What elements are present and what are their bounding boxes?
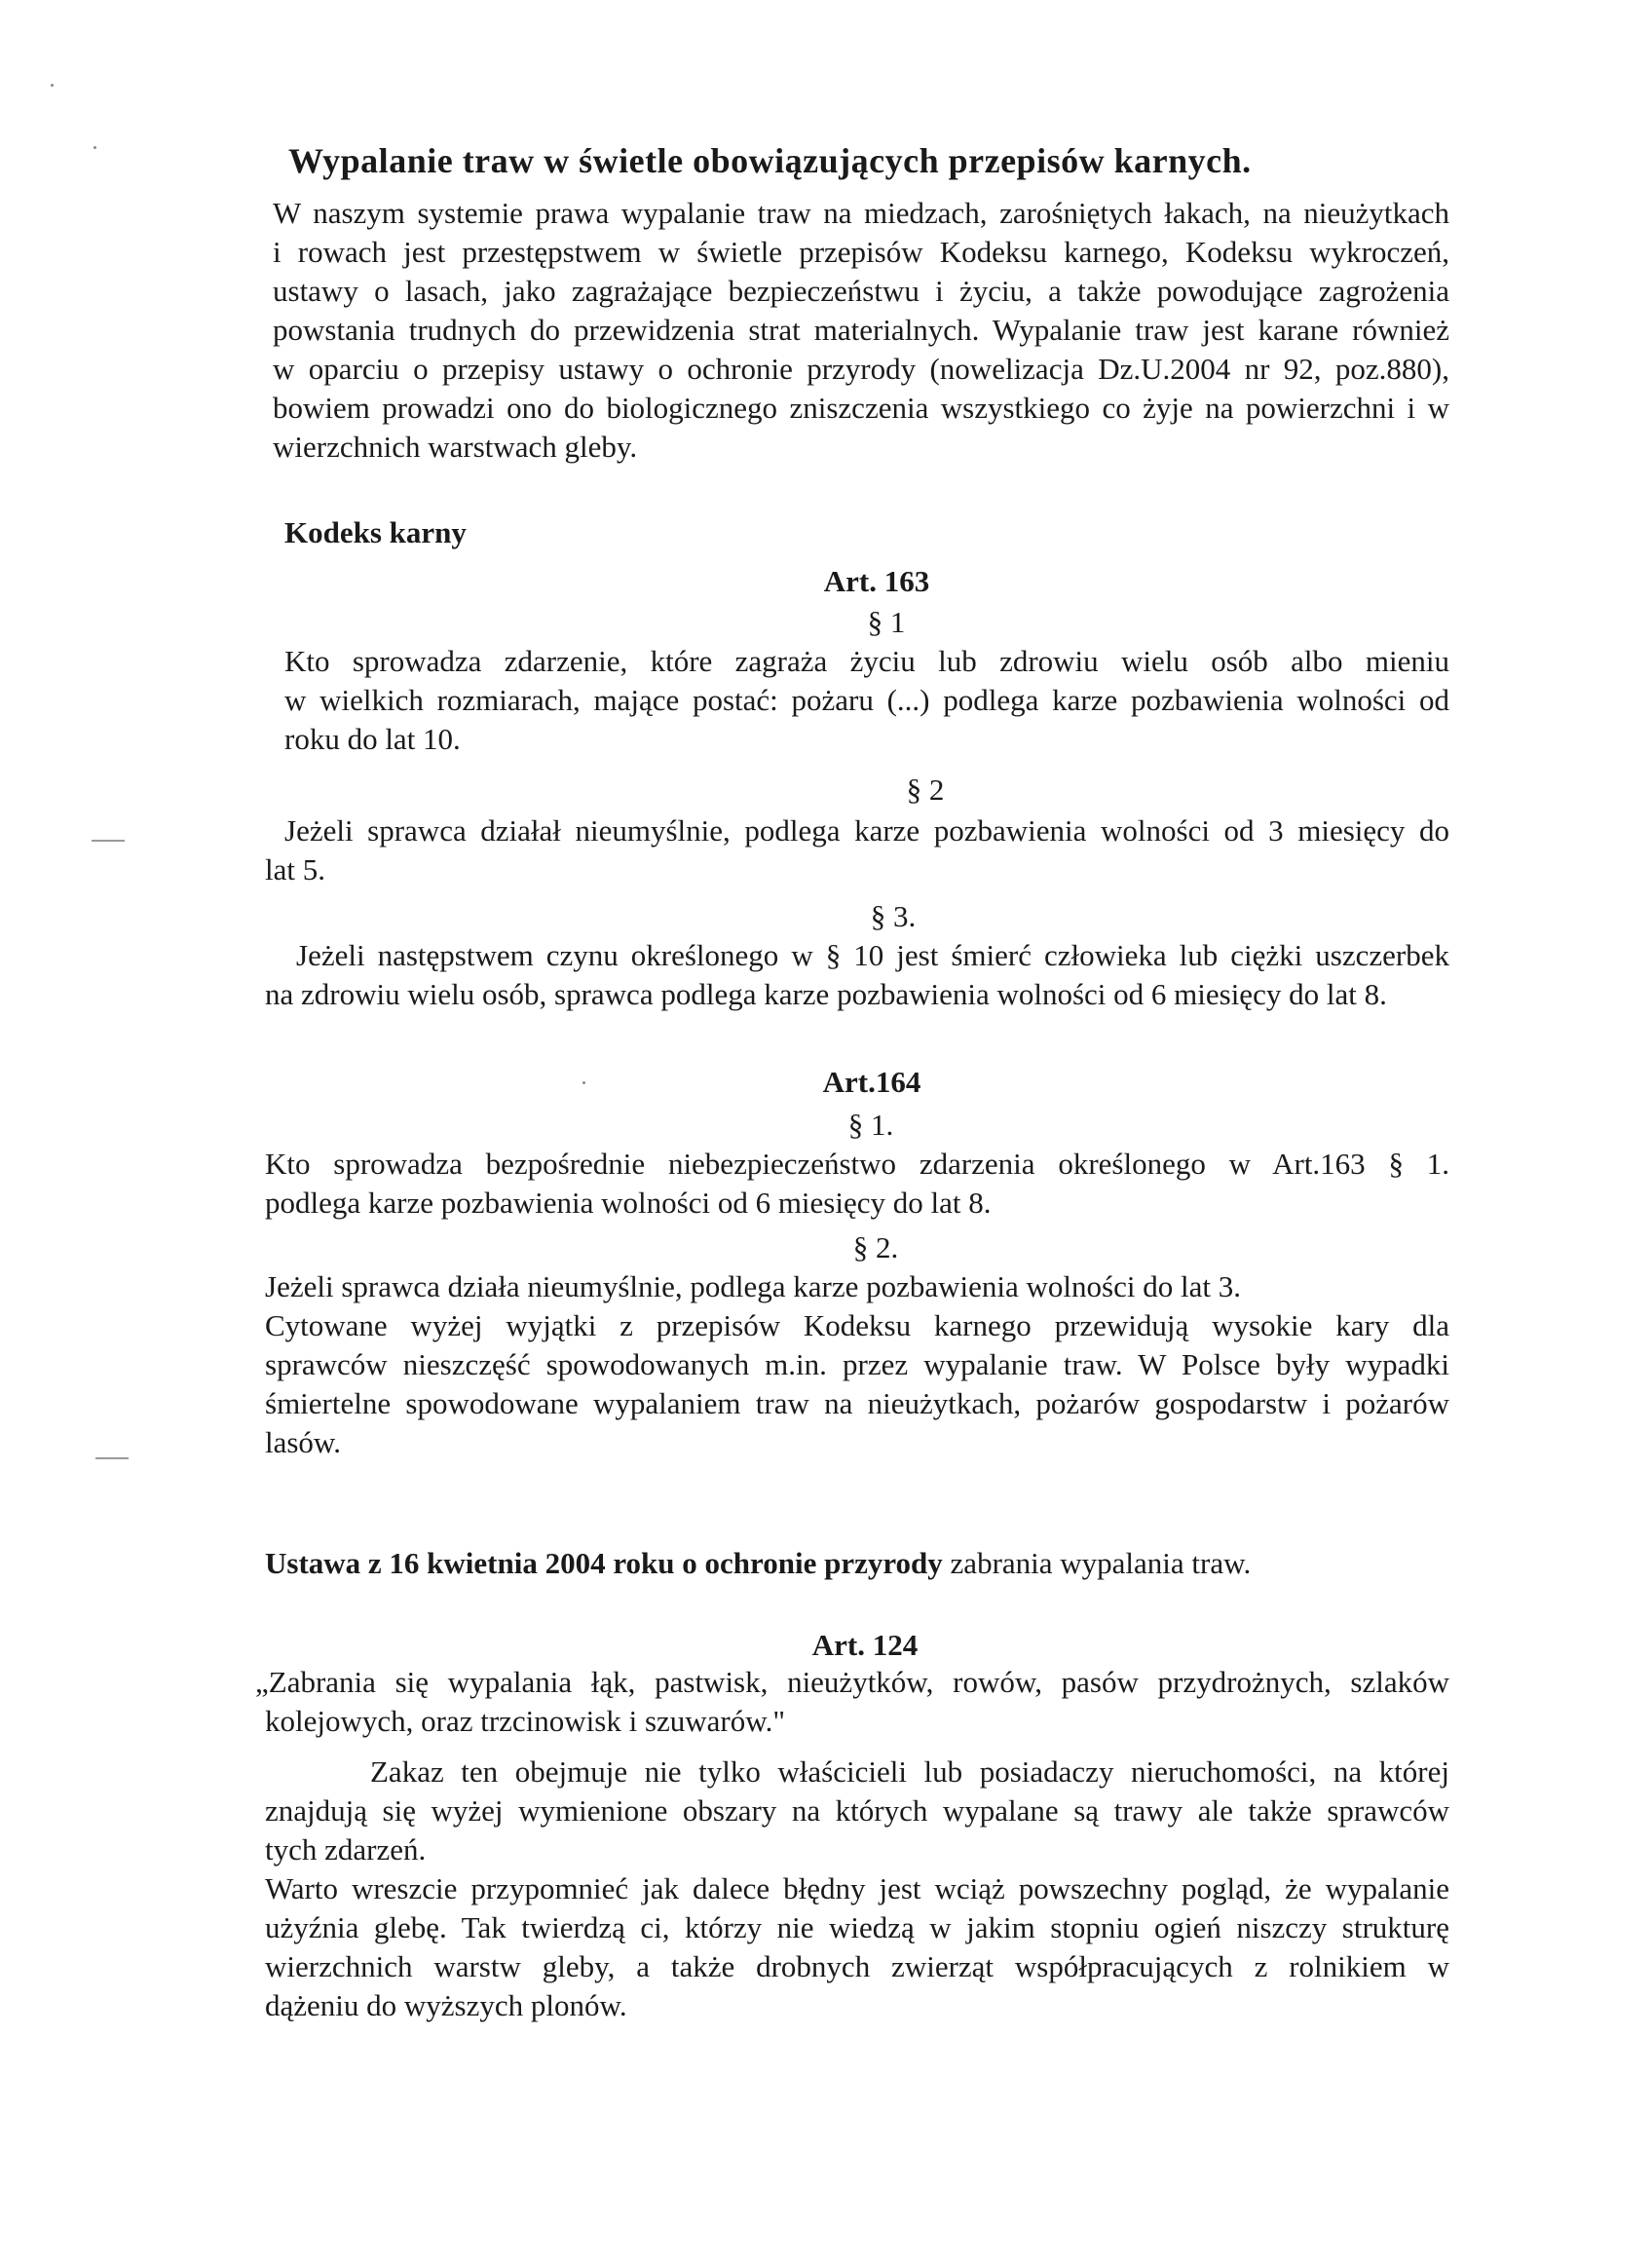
summary-line: śmiertelne spowodowane wypalaniem traw na nieużytkach, pożarów gospodarstw i pożarów bbox=[265, 1386, 1449, 1420]
intro-line: powstania trudnych do przewidzenia strat materialnych. Wypalanie traw jest karane również bbox=[273, 313, 1449, 347]
paragraph-line: Jeżeli sprawca działa nieumyślnie, podlega karze pozbawienia wolności do lat 3. bbox=[265, 1269, 1241, 1303]
ustawa-rest: zabrania wypalania traw. bbox=[942, 1546, 1252, 1580]
summary-line: Cytowane wyżej wyjątki z przepisów Kodeksu karnego przewidują wysokie kary dla bbox=[265, 1308, 1449, 1342]
paragraph-label: § 1. bbox=[847, 1108, 894, 1142]
paragraph-label: § 2. bbox=[852, 1230, 899, 1264]
scan-speck bbox=[94, 146, 96, 149]
paragraph-line: Jeżeli sprawca działał nieumyślnie, podlega karze pozbawienia wolności od 3 miesięcy do bbox=[284, 813, 1449, 848]
scan-speck bbox=[582, 1081, 585, 1084]
paragraph-line: na zdrowiu wielu osób, sprawca podlega karze pozbawienia wolności od 6 miesięcy do lat 8. bbox=[265, 977, 1387, 1011]
intro-line: W naszym systemie prawa wypalanie traw na miedzach, zarośniętych łakach, na nieużytkach bbox=[273, 196, 1449, 230]
paragraph-line: Kto sprowadza bezpośrednie niebezpieczeństwo zdarzenia określonego w Art.163 § 1. bbox=[265, 1147, 1449, 1181]
summary-line: lasów. bbox=[265, 1425, 342, 1459]
intro-line: w oparciu o przepisy ustawy o ochronie przyrody (nowelizacja Dz.U.2004 nr 92, poz.880), bbox=[273, 352, 1449, 386]
quote-line: kolejowych, oraz trzcinowisk i szuwarów." bbox=[265, 1704, 786, 1738]
intro-line: i rowach jest przestępstwem w świetle przepisów Kodeksu karnego, Kodeksu wykroczeń, bbox=[273, 235, 1449, 269]
paragraph-line: tych zdarzeń. bbox=[265, 1832, 427, 1866]
paragraph-label: § 1 bbox=[867, 605, 906, 639]
paragraph-label: § 2 bbox=[906, 773, 945, 807]
scan-speck bbox=[51, 84, 54, 87]
ustawa-title: Ustawa z 16 kwietnia 2004 roku o ochronie przyrody bbox=[265, 1546, 943, 1580]
intro-line: ustawy o lasach, jako zagrażające bezpieczeństwu i życiu, a także powodujące zagrożenia bbox=[273, 274, 1449, 308]
intro-line: bowiem prowadzi ono do biologicznego zniszczenia wszystkiego co żyje na powierzchni i w bbox=[273, 391, 1449, 425]
scan-mark bbox=[95, 1457, 129, 1459]
final-line: Warto wreszcie przypomnieć jak dalece błędny jest wciąż powszechny pogląd, że wypalanie bbox=[265, 1871, 1449, 1905]
paragraph-line: Kto sprowadza zdarzenie, które zagraża życiu lub zdrowiu wielu osób albo mieniu bbox=[284, 644, 1449, 678]
scan-mark bbox=[92, 840, 125, 842]
paragraph-line: roku do lat 10. bbox=[284, 722, 461, 756]
final-line: dążeniu do wyższych plonów. bbox=[265, 1988, 627, 2022]
article-heading: Art. 163 bbox=[823, 564, 930, 598]
paragraph-line: lat 5. bbox=[265, 852, 325, 886]
ustawa-statement bbox=[265, 1545, 1251, 1582]
intro-line: wierzchnich warstwach gleby. bbox=[273, 430, 638, 464]
paragraph-line: Zakaz ten obejmuje nie tylko właścicieli lub posiadaczy nieruchomości, na której bbox=[370, 1754, 1449, 1789]
paragraph-line: znajdują się wyżej wymienione obszary na których wypalane są trawy ale także sprawców bbox=[265, 1793, 1449, 1828]
article-heading: Art.164 bbox=[822, 1065, 921, 1099]
summary-line: sprawców nieszczęść spowodowanych m.in. przez wypalanie traw. W Polsce były wypadki bbox=[265, 1347, 1449, 1381]
paragraph-label: § 3. bbox=[870, 899, 917, 933]
quote-line: „Zabrania się wypalania łąk, pastwisk, nieużytków, rowów, pasów przydrożnych, szlaków bbox=[255, 1665, 1449, 1699]
section-heading: Kodeks karny bbox=[284, 515, 467, 549]
article-heading: Art. 124 bbox=[811, 1628, 919, 1662]
paragraph-line: podlega karze pozbawienia wolności od 6 miesięcy do lat 8. bbox=[265, 1186, 992, 1220]
paragraph-line: w wielkich rozmiarach, mające postać: pożaru (...) podlega karze pozbawienia wolności od bbox=[284, 683, 1449, 717]
paragraph-line: Jeżeli następstwem czynu określonego w § 10 jest śmierć człowieka lub ciężki uszczerbek bbox=[296, 938, 1449, 972]
document-title: Wypalanie traw w świetle obowiązujących przepisów karnych. bbox=[288, 141, 1252, 180]
final-line: wierzchnich warstw gleby, a także drobnych zwierząt współpracujących z rolnikiem w bbox=[265, 1949, 1449, 1983]
final-line: użyźnia glebę. Tak twierdzą ci, którzy nie wiedzą w jakim stopniu ogień niszczy strukturę bbox=[265, 1910, 1449, 1944]
